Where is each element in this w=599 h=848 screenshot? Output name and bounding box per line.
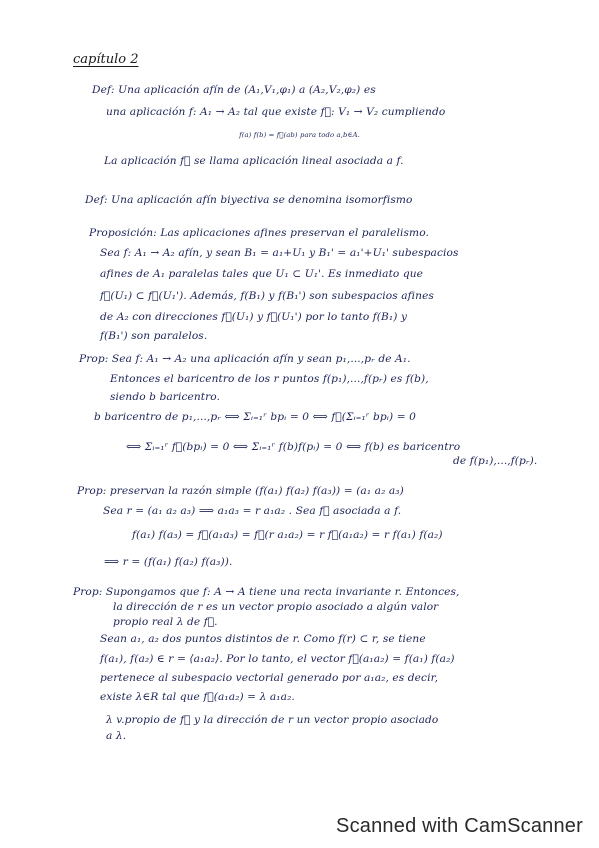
text-line: Prop: Supongamos que f: A → A tiene una recta invariante r. Entonces, — [73, 586, 460, 598]
formula-line: f(a₁) f(a₃) = f⃗(a₁a₃) = f⃗(r a₁a₂) = r f⃗(a₁a₂) = r f(a₁) f(a₂) — [132, 529, 443, 541]
chapter-title: capítulo 2 — [73, 52, 139, 67]
text-line: Def: Una aplicación afín de (A₁,V₁,φ₁) a (A₂,V₂,φ₂) es — [92, 84, 376, 96]
text-line: La aplicación f⃗ se llama aplicación lineal asociada a f. — [104, 155, 404, 167]
text-line: una aplicación f: A₁ → A₂ tal que existe f⃗: V₁ → V₂ cumpliendo — [106, 106, 446, 118]
text-line: Sean a₁, a₂ dos puntos distintos de r. Como f(r) ⊂ r, se tiene — [100, 633, 426, 645]
formula-line: Sea r = (a₁ a₂ a₃) ⟹ a₁a₃ = r a₁a₂ . Sea f⃗ asociada a f. — [103, 505, 402, 517]
text-line: Sea f: A₁ → A₂ afín, y sean B₁ = a₁+U₁ y B₁' = a₁'+U₁' subespacios — [100, 247, 459, 259]
text-line: pertenece al subespacio vectorial generado por a₁a₂, es decir, — [100, 672, 439, 684]
text-line: Prop: Sea f: A₁ → A₂ una aplicación afín y sean p₁,...,pᵣ de A₁. — [79, 353, 411, 365]
text-line: λ v.propio de f⃗ y la dirección de r un vector propio asociado — [106, 714, 439, 726]
text-line: siendo b baricentro. — [110, 391, 221, 403]
text-line: Proposición: Las aplicaciones afines preservan el paralelismo. — [89, 227, 429, 239]
formula-line: f(a₁), f(a₂) ∈ r = ⟨a₁a₂⟩. Por lo tanto, el vector f⃗(a₁a₂) = f(a₁) f(a₂) — [100, 653, 455, 665]
formula-line: existe λ∈R tal que f⃗(a₁a₂) = λ a₁a₂. — [100, 691, 295, 703]
text-line: f(B₁') son paralelos. — [100, 330, 208, 342]
text-line: la dirección de r es un vector propio asociado a algún valor — [113, 601, 439, 613]
text-line: f⃗(U₁) ⊂ f⃗(U₁'). Además, f(B₁) y f(B₁') son subespacios afines — [100, 290, 434, 302]
text-line: afines de A₁ paralelas tales que U₁ ⊂ U₁'. Es inmediato que — [100, 268, 424, 280]
formula-line: ⟹ r = (f(a₁) f(a₂) f(a₃)). — [104, 556, 233, 568]
formula-line: f(a) f(b) = f⃗(ab) para todo a,b∈A. — [239, 131, 360, 139]
formula-line: ⟺ Σᵢ₌₁ʳ f⃗(bpᵢ) = 0 ⟺ Σᵢ₌₁ʳ f(b)f(pᵢ) = 0 ⟺ f(b) es baricentro — [126, 441, 461, 453]
camscanner-watermark: Scanned with CamScanner — [336, 815, 583, 837]
text-line: a λ. — [106, 730, 127, 742]
text-line: de A₂ con direcciones f⃗(U₁) y f⃗(U₁') por lo tanto f(B₁) y — [100, 311, 408, 323]
text-line: de f(p₁),...,f(pᵣ). — [453, 455, 538, 467]
text-line: Entonces el baricentro de los r puntos f(p₁),...,f(pᵣ) es f(b), — [110, 373, 429, 385]
formula-line: b baricentro de p₁,...,pᵣ ⟺ Σᵢ₌₁ʳ bpᵢ = 0 ⟺ f⃗(Σᵢ₌₁ʳ bpᵢ) = 0 — [94, 411, 417, 423]
text-line: propio real λ de f⃗. — [113, 616, 218, 628]
text-line: Prop: preservan la razón simple (f(a₁) f(a₂) f(a₃)) = (a₁ a₂ a₃) — [77, 485, 404, 497]
text-line: Def: Una aplicación afín biyectiva se denomina isomorfismo — [85, 194, 413, 206]
